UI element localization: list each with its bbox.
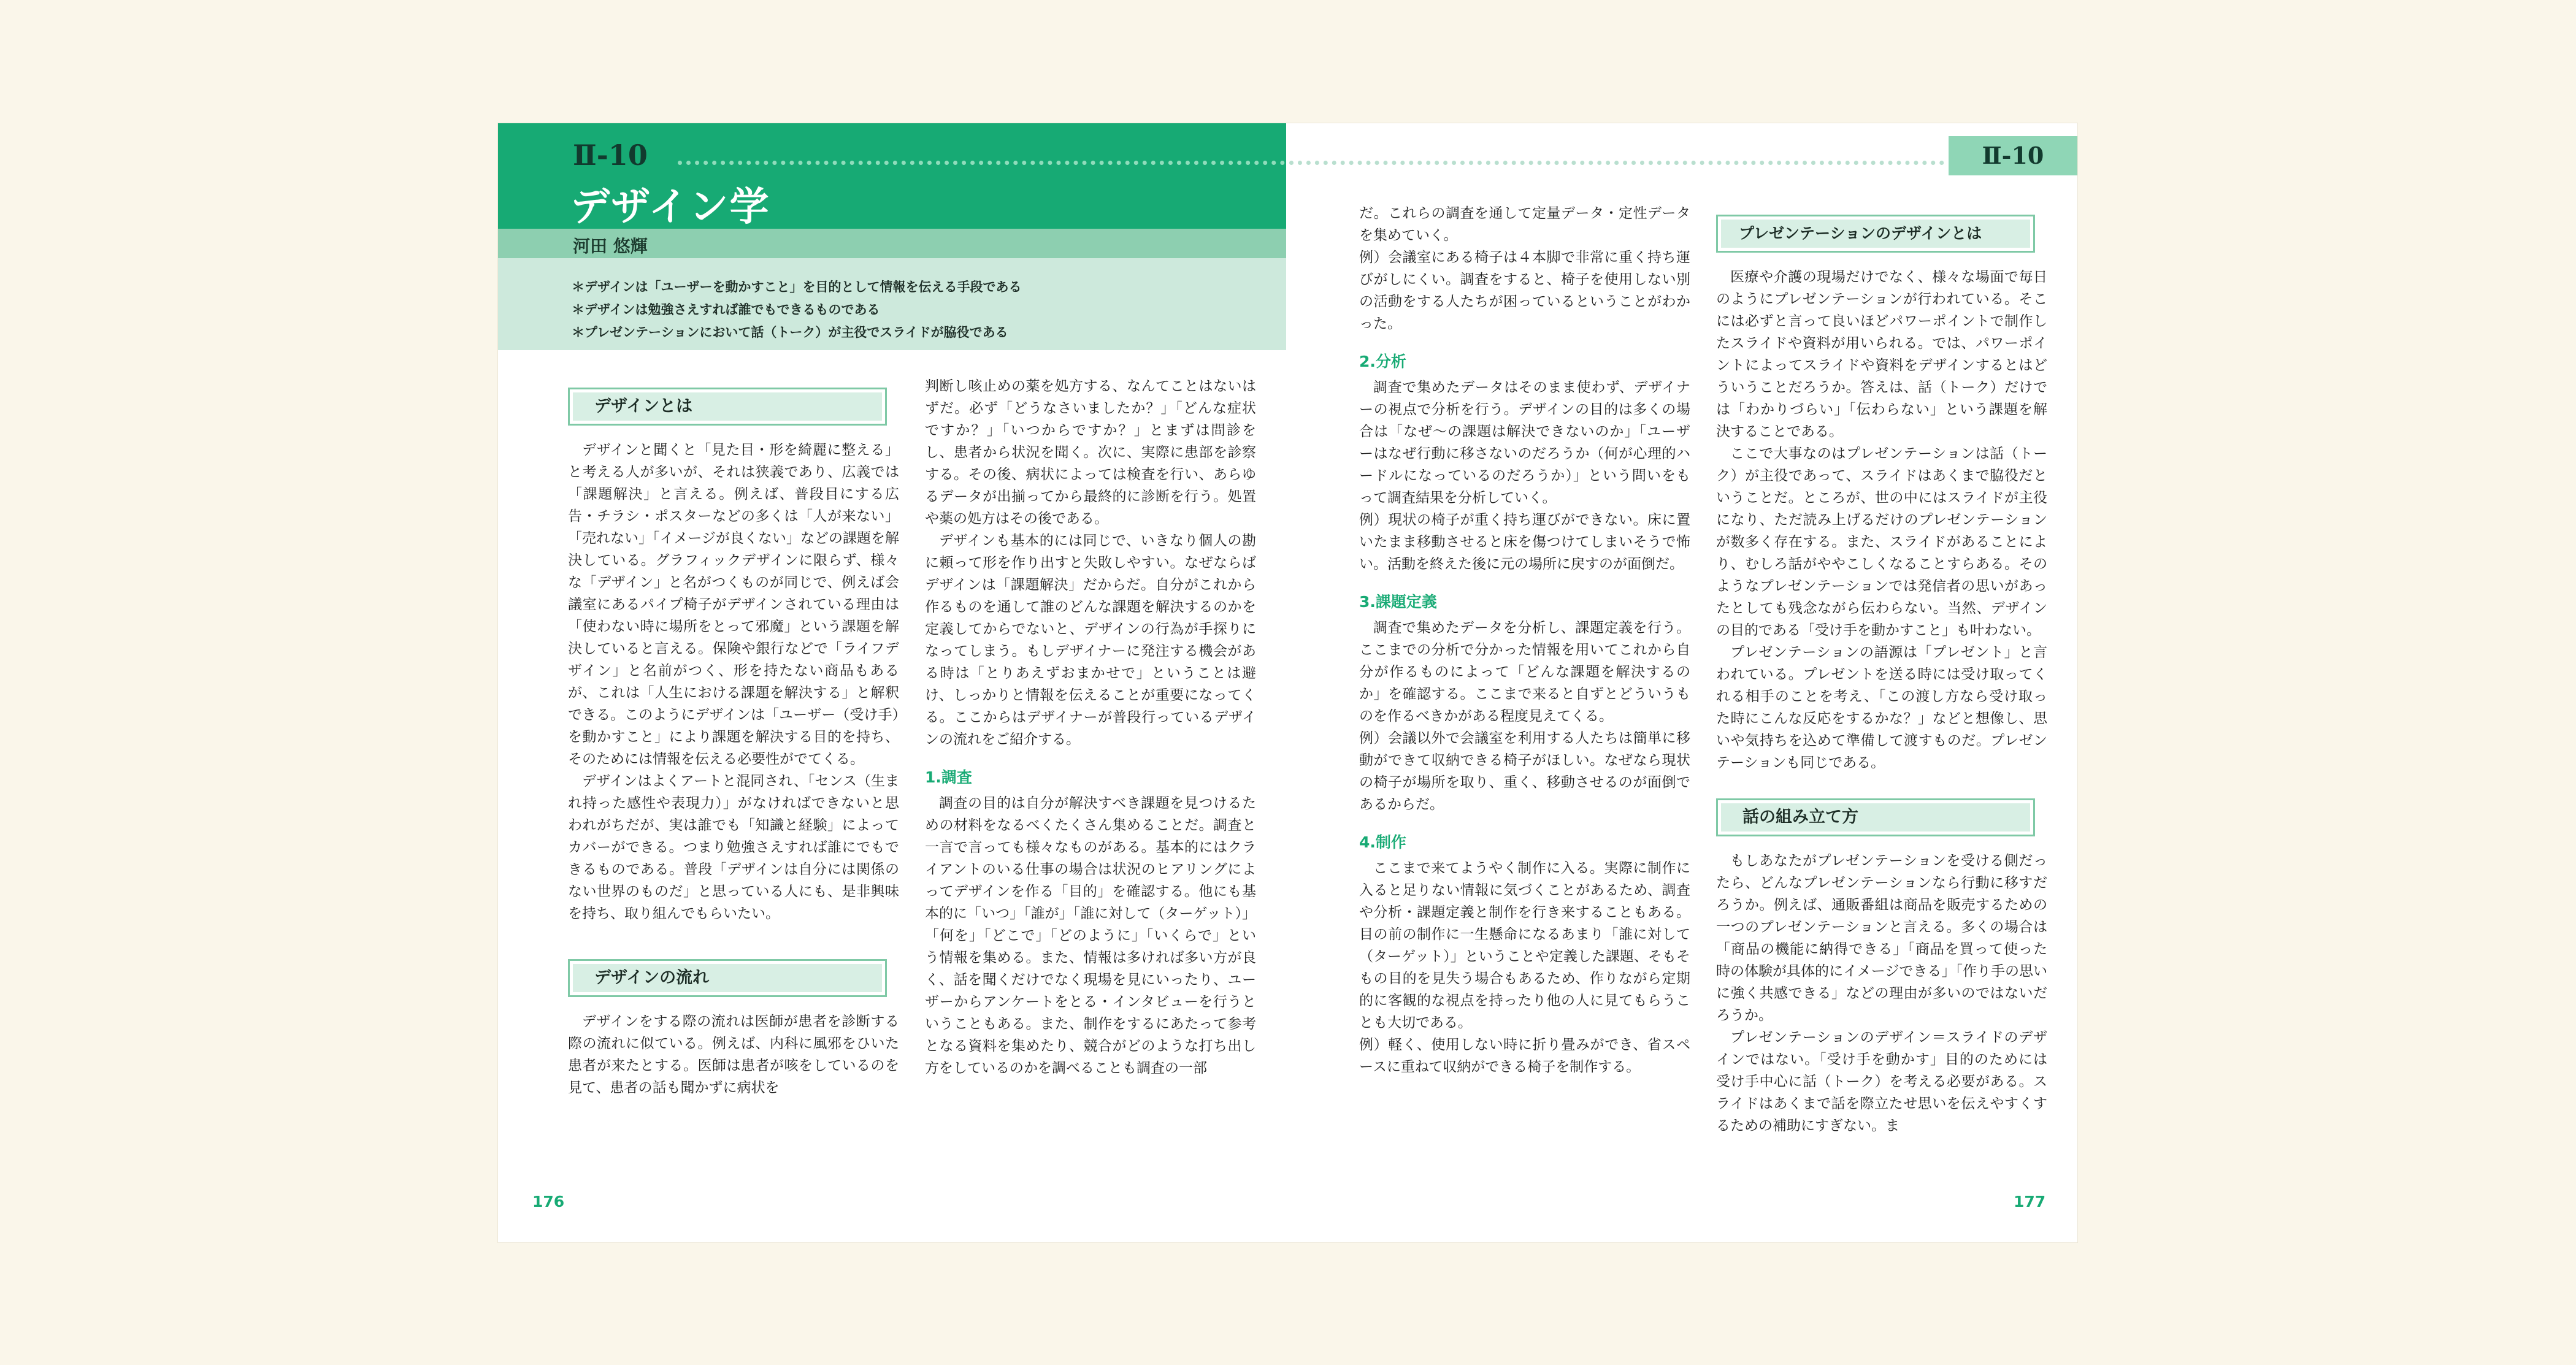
subheading-research: 1.調査 [925, 768, 972, 786]
section-heading-design: デザインとは [568, 388, 887, 426]
paragraph: デザインはよくアートと混同され、「センス（生まれ持った感性や表現力）」がなければできないと思われがちだが、実は誰でも「知識と経験」によってカバーができる。つまり勉強さえすれば誰にでもできるものである。普段「デザインは自分には関係のない世界のものだ」と思っている人にも、是非興味を持ち、取り組んでもらいたい。 [568, 773, 899, 922]
subheading-analysis: 2.分析 [1359, 353, 1406, 370]
page-number-right: 177 [2014, 1193, 2046, 1210]
paragraph: デザインをする際の流れは医師が患者を診断する際の流れに似ている。例えば、内科に風邪をひいた患者が来たとする。医師は患者が咳をしているのを見て、患者の話も聞かずに病状を [568, 1014, 899, 1096]
paragraph: プレゼンテーションの語源は「プレゼント」と言われている。プレゼントを送る時には受け取ってくれる相手のことを考え、「この渡し方なら受け取った時にこんな反応をするかな？」などと想像し、思いや気持ちを込めて準備して渡すものだ。プレゼンテーションも同じである。 [1716, 644, 2047, 771]
paragraph: 判断し咳止めの薬を処方する、なんてことはないはずだ。必ず「どうなさいましたか？」「どんな症状ですか？」「いつからですか？」とまずは問診をし、患者から状況を聞く。次に、実際に患部を診察する。その後、病状によっては検査を行い、あらゆるデータが出揃ってから最終的に診断を行う。処置や薬の処方はその後である。 [925, 378, 1256, 527]
dotted-rule-left [678, 161, 1285, 165]
example-paragraph: 例）会議室にある椅子は４本脚で非常に重く持ち運びがしにくい。調査をすると、椅子を使用しない別の活動をする人たちが困っているということがわかった。 [1359, 250, 1690, 332]
example-paragraph: 例）軽く、使用しない時に折り畳みができ、省スペースに重ねて収納ができる椅子を制作する。 [1359, 1037, 1690, 1075]
column-3 [1359, 202, 1690, 1078]
paragraph: デザインも基本的には同じで、いきなり個人の勘に頼って形を作り出すと失敗しやすい。なぜならばデザインは「課題解決」だからだ。自分がこれから作るものを通して誰のどんな課題を解決するのかを定義してからでないと、デザインの行為が手探りになってしまう。もしデザイナーに発注する機会がある時は「とりあえずおまかせで」ということは避け、しっかりと情報を伝えることが重要になってくる。ここからはデザイナーが普段行っているデザインの流れをご紹介する。 [925, 533, 1256, 748]
paragraph: もしあなたがプレゼンテーションを受ける側だったら、どんなプレゼンテーションなら行動に移すだろうか。例えば、通販番組は商品を販売するための一つのプレゼンテーションと言える。多くの場合は「商品の機能に納得できる」「商品を買って使った時の体験が具体的にイメージできる」「作り手の思いに強く共感できる」などの理由が多いのではないだろうか。 [1716, 853, 2047, 1023]
page-number-left: 176 [532, 1193, 565, 1210]
paragraph: デザインと聞くと「見た目・形を綺麗に整える」と考える人が多いが、それは狭義であり、広義では「課題解決」と言える。例えば、普段目にする広告・チラシ・ポスターなどの多くは「人が来ない」「売れない」「イメージが良くない」などの課題を解決している。グラフィックデザインに限らず、様々な「デザイン」と名がつくものが同じで、例えば会議室にあるパイプ椅子がデザインされている理由は「使わない時に場所をとって邪魔」という課題を解決していると言える。保険や銀行などで「ライフデザイン」と名前がつく、形を持たない商品もあるが、これは「人生における課題を解決する」と解釈できる。このようにデザインは「ユーザー（受け手）を動かすこと」により課題を解決する目的を持ち、そのためには情報を伝える必要性がでてくる。 [568, 442, 899, 767]
key-points-list [572, 276, 1022, 344]
key-point: ＊プレゼンテーションにおいて話（トーク）が主役でスライドが脇役である [572, 325, 1008, 340]
section-heading-presentation-design: プレゼンテーションのデザインとは [1716, 215, 2035, 253]
paragraph: ここまで来てようやく制作に入る。実際に制作に入ると足りない情報に気づくことがあるため、調査や分析・課題定義と制作を行き来することもある。目の前の制作に一生懸命になるあまり「誰に対して（ターゲット）」ということや定義した課題、そもそもの目的を見失う場合もあるため、作りながら定期的に客観的な視点を持ったり他の人に見てもらうことも大切である。 [1359, 860, 1690, 1031]
key-point: ＊デザインは勉強さえすれば誰でもできるものである [572, 302, 880, 317]
example-paragraph: 例）会議以外で会議室を利用する人たちは簡単に移動ができて収納できる椅子がほしい。なぜなら現状の椅子が場所を取り、重く、移動させるのが面倒であるからだ。 [1359, 730, 1690, 812]
paragraph: 調査の目的は自分が解決すべき課題を見つけるための材料をなるべくたくさん集めることだ。調査と一言で言っても様々なものがある。基本的にはクライアントのいる仕事の場合は状況のヒアリングによってデザインを作る「目的」を確認する。他にも基本的に「いつ」「誰が」「誰に対して（ターゲット）」「何を」「どこで」「どのように」「いくらで」という情報を集める。また、情報は多ければ多い方が良く、話を聞くだけでなく現場を見にいったり、ユーザーからアンケートをとる・インタビューを行うということもある。また、制作をするにあたって参考となる資料を集めたり、競合がどのような打ち出し方をしているのかを調べることも調査の一部 [925, 795, 1256, 1076]
column-2 [925, 375, 1256, 1079]
section-heading-design-flow: デザインの流れ [568, 959, 887, 997]
chapter-tag-right: Ⅱ-10 [1949, 136, 2077, 175]
chapter-number: Ⅱ-10 [573, 139, 648, 172]
paragraph: 医療や介護の現場だけでなく、様々な場面で毎日のようにプレゼンテーションが行われている。そこには必ずと言って良いほどパワーポイントで制作したスライドや資料が用いられる。では、パワーポイントによってスライドや資料をデザインするとはどういうことだろうか。答えは、話（トーク）だけでは「わかりづらい」「伝わらない」という課題を解決することである。 [1716, 269, 2047, 440]
page-title: デザイン学 [570, 185, 770, 230]
author-name: 河田 悠輝 [573, 236, 648, 256]
example-paragraph: 例）現状の椅子が重く持ち運びができない。床に置いたまま移動させると床を傷つけてしまいそうで怖い。活動を終えた後に元の場所に戻すのが面倒だ。 [1359, 512, 1690, 572]
column-1 [568, 375, 899, 1099]
paragraph: 調査で集めたデータはそのまま使わず、デザイナーの視点で分析を行う。デザインの目的は多くの場合は「なぜ〜の課題は解決できないのか」「ユーザーはなぜ行動に移さないのだろうか（何が心理的ハードルになっているのだろうか）」という問いをもって調査結果を分析していく。 [1359, 380, 1690, 506]
paragraph: だ。これらの調査を通して定量データ・定性データを集めていく。 [1359, 205, 1690, 243]
key-point: ＊デザインは「ユーザーを動かすこと」を目的として情報を伝える手段である [572, 280, 1022, 294]
section-heading-talk-structure: 話の組み立て方 [1716, 798, 2035, 836]
paragraph: 調査で集めたデータを分析し、課題定義を行う。ここまでの分析で分かった情報を用いてこれから自分が作るものによって「どんな課題を解決するのか」を確認する。ここまで来ると自ずとどういうものを作るべきかがある程度見えてくる。 [1359, 620, 1691, 724]
column-4 [1716, 202, 2047, 1137]
paragraph: プレゼンテーションのデザイン＝スライドのデザインではない。「受け手を動かす」目的のためには受け手中心に話（トーク）を考える必要がある。スライドはあくまで話を際立たせ思いを伝えやすくするための補助にすぎない。ま [1716, 1030, 2047, 1134]
dotted-rule-right [1289, 161, 1944, 165]
paragraph: ここで大事なのはプレゼンテーションは話（トーク）が主役であって、スライドはあくまで脇役だということだ。ところが、世の中にはスライドが主役になり、ただ読み上げるだけのプレゼンテーションが数多く存在する。また、スライドがあることにより、むしろ話がややこしくなることすらある。そのようなプレゼンテーションでは発信者の思いがあったとしても残念ながら伝わらない。当然、デザインの目的である「受け手を動かすこと」も叶わない。 [1716, 446, 2047, 638]
subheading-problem-definition: 3.課題定義 [1359, 593, 1437, 611]
subheading-production: 4.制作 [1359, 833, 1406, 851]
